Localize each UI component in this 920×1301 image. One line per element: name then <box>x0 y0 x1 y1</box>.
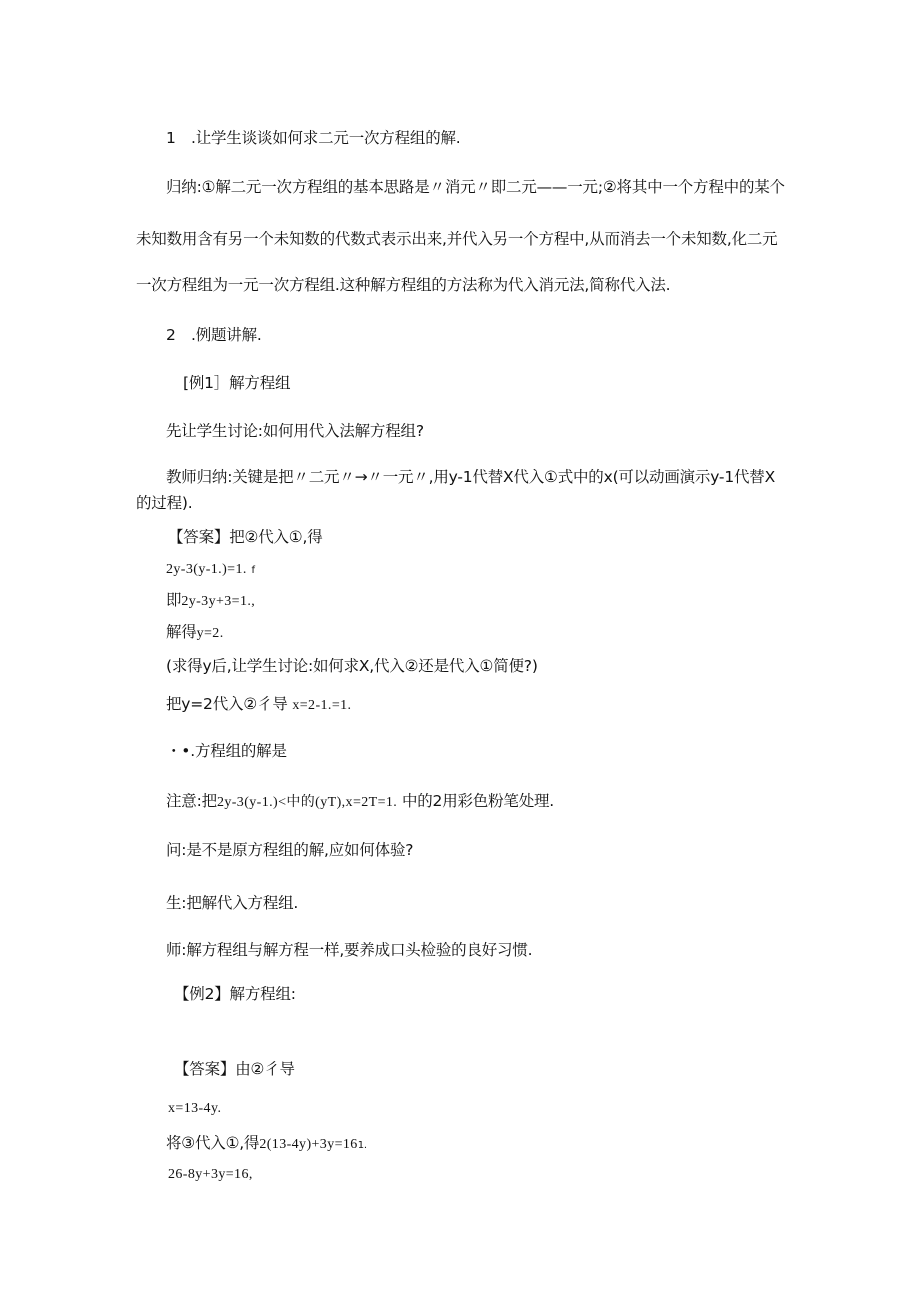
example-1-title: [例1］解方程组 <box>183 374 291 392</box>
check-question: 问:是不是原方程组的解,应如何体验? <box>166 841 414 859</box>
student-reply: 生:把解代入方程组. <box>166 894 299 912</box>
equation-text: 2y-3y+3=1., <box>181 594 256 609</box>
equation-line-5 <box>166 1133 367 1156</box>
equation-line-4: x=13-4y. <box>168 1101 222 1116</box>
teacher-remark: 师:解方程组与解方程一样,要养成口头检验的良好习惯. <box>166 941 533 959</box>
equation-mark: 1. <box>357 1140 367 1151</box>
summary-paragraph-line-1: 归纳:①解二元一次方程组的基本思路是〃消元〃即二元——一元;②将其中一个方程中的某个 <box>166 178 785 196</box>
note-suffix: 中的2用彩色粉笔处理. <box>401 792 555 810</box>
equation-prefix: 解得 <box>166 623 197 641</box>
summary-paragraph-line-2: 未知数用含有另一个未知数的代数式表示出来,并代入另一个方程中,从而消去一个未知数,化二元 <box>136 230 778 248</box>
substitution-result: x=2-1.=1. <box>292 698 352 713</box>
equation-text: 2y-3(y-1.)=1. <box>166 562 247 577</box>
solution-label: ・•.方程组的解是 <box>166 742 287 760</box>
step-1-heading: 1 .让学生谈谈如何求二元一次方程组的解. <box>166 129 461 147</box>
summary-paragraph-line-3: 一次方程组为一元一次方程组.这种解方程组的方法称为代入消元法,简称代入法. <box>136 276 671 294</box>
equation-line-6: 26-8y+3y=16, <box>168 1167 253 1182</box>
substitution-text: 把y=2代入②彳导 <box>166 695 288 713</box>
answer-2-label: 【答案】由②彳导 <box>174 1060 295 1078</box>
equation-text: 2(13-4y)+3y=16 <box>259 1137 358 1152</box>
equation-line-3 <box>166 622 224 644</box>
equation-prefix: 将③代入①,得 <box>166 1134 260 1152</box>
teacher-summary-line-1: 教师归纳:关键是把〃二元〃→〃一元〃,用y-1代替X代入①式中的x(可以动画演示y-1代替X <box>166 468 776 486</box>
substitution-line <box>166 694 351 716</box>
note-prefix: 注意:把 <box>166 792 217 810</box>
teacher-summary-line-2: 的过程). <box>136 494 193 512</box>
equation-line-1 <box>166 558 255 581</box>
answer-1-label: 【答案】把②代入①,得 <box>168 528 323 546</box>
note-line <box>166 791 554 813</box>
equation-mark: f <box>251 565 255 576</box>
discussion-prompt: 先让学生讨论:如何用代入法解方程组? <box>166 422 424 440</box>
equation-prefix: 即 <box>166 591 182 609</box>
example-2-title: 【例2】解方程组: <box>174 985 296 1003</box>
equation-text: y=2. <box>196 626 224 641</box>
follow-up-question: (求得y后,让学生讨论:如何求X,代入②还是代入①简便?) <box>166 657 538 675</box>
note-formula: 2y-3(y-1.)<中的(yT),x=2T=1. <box>216 795 398 810</box>
equation-line-2 <box>166 590 255 612</box>
step-2-heading: 2 .例题讲解. <box>166 326 262 344</box>
